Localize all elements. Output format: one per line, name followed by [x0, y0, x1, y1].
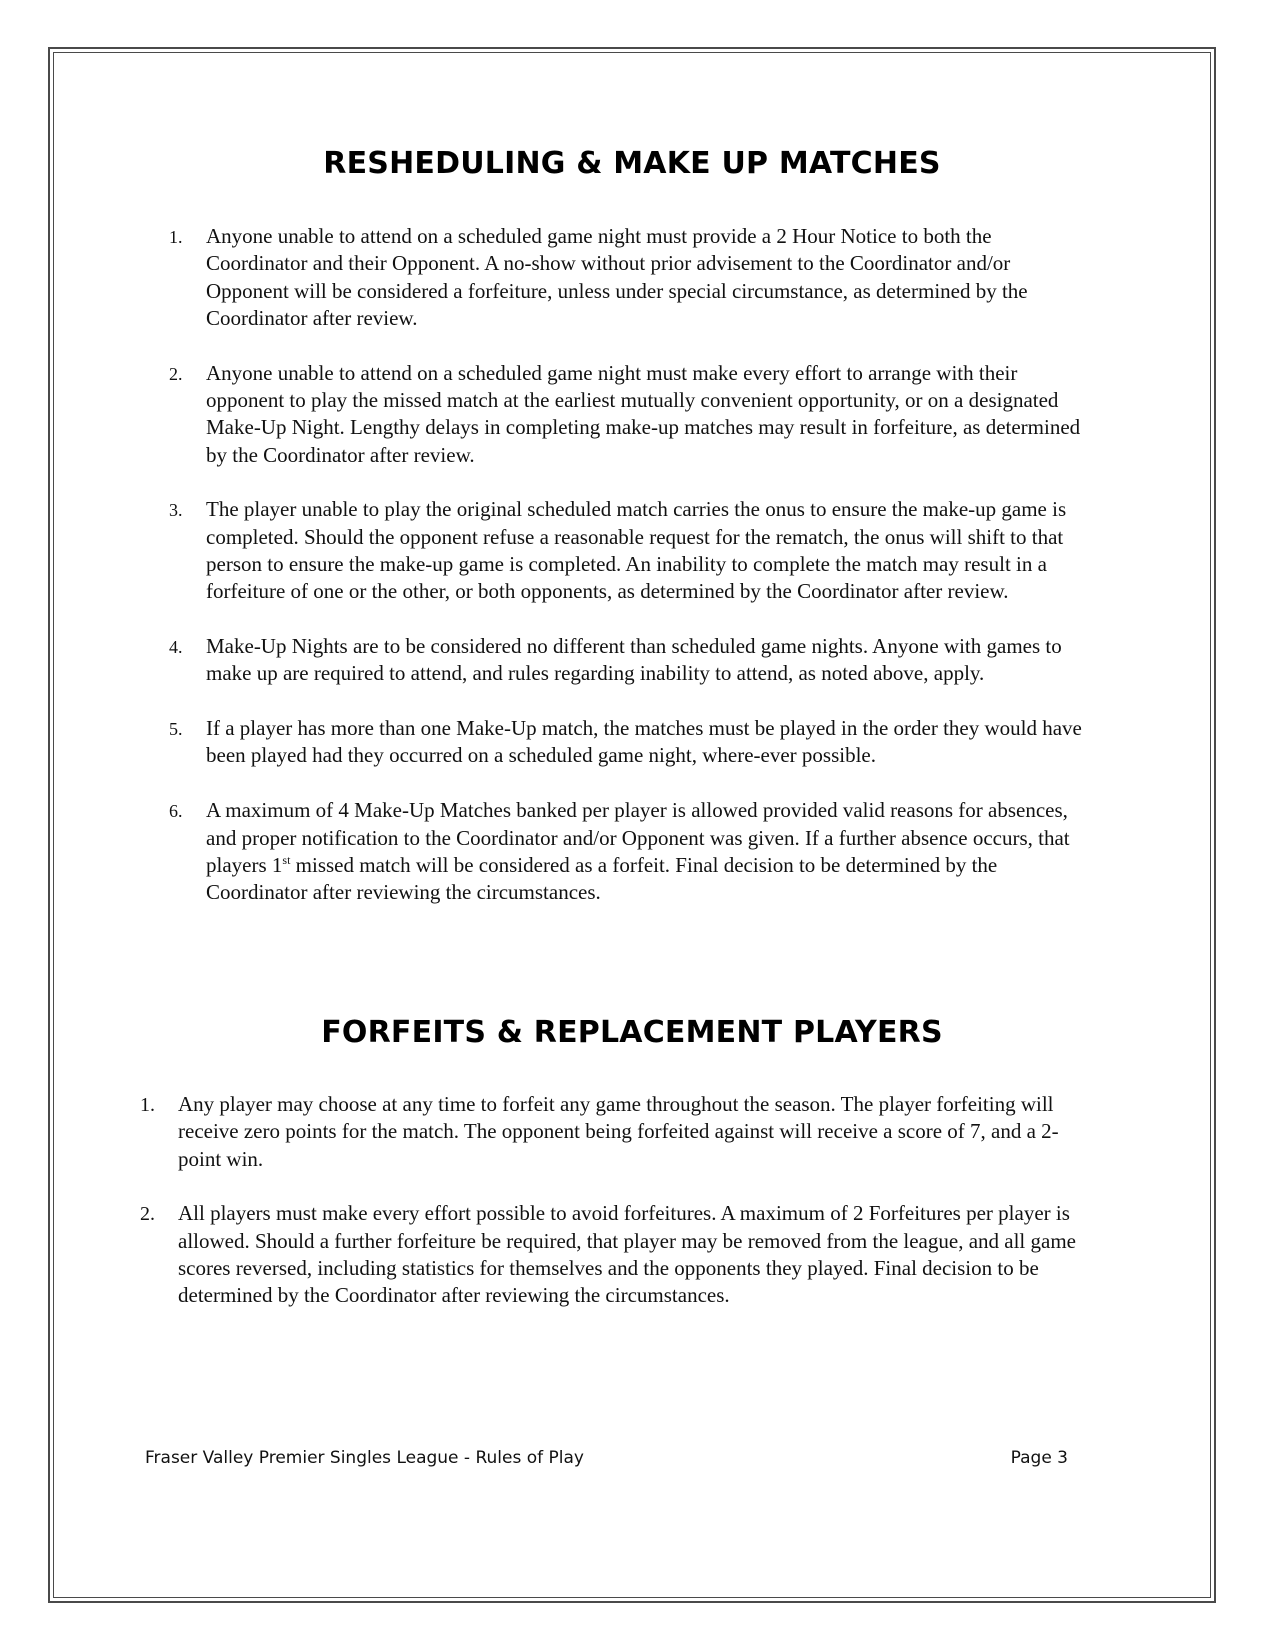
- list-item: [169, 797, 1089, 906]
- list-item-text-part: A maximum of 4 Make-Up Matches banked per player is allowed provided valid reasons for absences, and proper notification to the Coordinator and/or Opponent was given. If a further absence occurs, that players 1: [206, 798, 1070, 877]
- footer-page-number: Page 3: [1010, 1448, 1068, 1468]
- list-item-text: Any player may choose at any time to forfeit any game throughout the season. The player forfeiting will receive zero points for the match. The opponent being forfeited against will receive a score of 7, and a 2-point win.: [178, 1092, 1059, 1171]
- list-item: [169, 633, 1089, 688]
- list-item: [169, 496, 1089, 605]
- list-number: 1.: [140, 1094, 155, 1116]
- list-item-text: If a player has more than one Make-Up match, the matches must be played in the order they would have been played had they occurred on a scheduled game night, where-ever possible.: [206, 716, 1082, 768]
- list-item-text: Anyone unable to attend on a scheduled game night must make every effort to arrange with their opponent to play the missed match at the earliest mutually convenient opportunity, or on a designated Make-Up Night. Lengthy delays in completing make-up matches may result in forfeiture, as determined by the Coordinator after review.: [206, 360, 1081, 467]
- list-number: 5.: [169, 719, 183, 740]
- list-number: 2.: [140, 1203, 155, 1226]
- list-item-text: [206, 797, 1089, 906]
- list-item-text: Anyone unable to attend on a scheduled game night must provide a 2 Hour Notice to both the Coordinator and their Opponent. A no-show without prior advisement to the Coordinator and/or Opponent will be considered a forfeiture, unless under special circumstance, as determined by the Coordinator after review.: [206, 224, 1028, 330]
- list-item: [169, 715, 1089, 770]
- section-heading-rescheduling: RESHEDULING & MAKE UP MATCHES: [323, 146, 941, 181]
- forfeits-rules-list: [140, 1091, 1080, 1337]
- list-item-text: The player unable to play the original scheduled match carries the onus to ensure the make-up game is completed. Should the opponent refuse a reasonable request for the rematch, the onus will shift to that person to ensure the make-up game is completed. An inability to complete the match may result in a forfeiture of one or the other, or both opponents, as determined by the Coordinator after review.: [206, 497, 1067, 604]
- list-item: [169, 360, 1089, 469]
- list-number: 4.: [169, 637, 183, 658]
- ordinal-superscript: st: [282, 852, 291, 867]
- list-number: 3.: [169, 500, 183, 521]
- list-number: 1.: [169, 227, 183, 247]
- list-item: [140, 1200, 1080, 1309]
- footer-document-title: Fraser Valley Premier Singles League - Rules of Play: [145, 1448, 584, 1468]
- rescheduling-rules-list: [169, 223, 1089, 934]
- list-number: 6.: [169, 801, 183, 822]
- list-item: [140, 1091, 1080, 1173]
- list-item: [169, 223, 1089, 332]
- list-number: 2.: [169, 363, 183, 384]
- list-item-text: All players must make every effort possible to avoid forfeitures. A maximum of 2 Forfeitures per player is allowed. Should a further forfeiture be required, that player may be removed from the league, and all game scores reversed, including statistics for themselves and the opponents they played. Final decision to be determined by the Coordinator after reviewing the circumstances.: [178, 1201, 1076, 1308]
- list-item-text: Make-Up Nights are to be considered no different than scheduled game nights. Anyone with games to make up are required to attend, and rules regarding inability to attend, as noted above, apply.: [206, 634, 1062, 686]
- section-heading-forfeits: FORFEITS & REPLACEMENT PLAYERS: [321, 1015, 943, 1050]
- list-item-text-part: missed match will be considered as a forfeit. Final decision to be determined by the Coordinator after reviewing the circumstances.: [206, 852, 998, 905]
